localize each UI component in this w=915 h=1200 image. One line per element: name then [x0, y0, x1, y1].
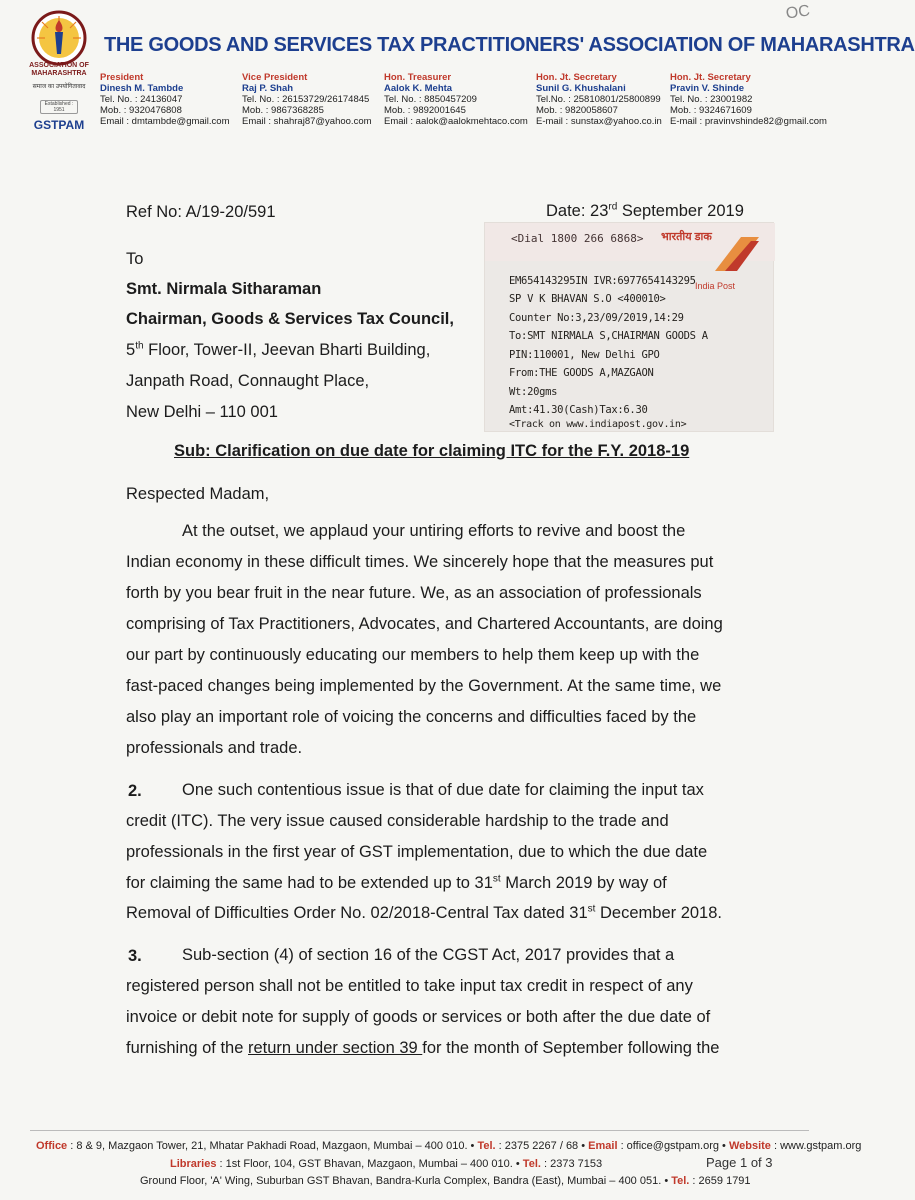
- library-address: : 1st Floor, 104, GST Bhavan, Mazgaon, Mumbai – 400 010. •: [216, 1158, 523, 1170]
- bearer-mobile: Mob. : 9324671609: [670, 105, 752, 116]
- address-line-3: New Delhi – 110 001: [126, 403, 278, 421]
- office-address: : 8 & 9, Mazgaon Tower, 21, Mhatar Pakhadi Road, Mazgaon, Mumbai – 400 010. •: [67, 1140, 478, 1152]
- stamp-line: EM654143295IN IVR:6977654143295: [509, 275, 696, 287]
- para1-line: Indian economy in these difficult times. We sincerely hope that the measures put: [126, 553, 714, 571]
- bearer-name: Raj P. Shah: [242, 83, 294, 94]
- tel-label: Tel.: [522, 1158, 541, 1170]
- bearer-tel: Tel. No. : 8850457209: [384, 94, 477, 105]
- para3-line: Sub-section (4) of section 16 of the CGST Act, 2017 provides that a: [182, 946, 675, 964]
- para2-text: for claiming the same had to be extended up to 31: [126, 874, 493, 892]
- address-line-1: [126, 341, 430, 360]
- para2-text: March 2019 by way of: [500, 874, 667, 892]
- office-bearer: [536, 72, 662, 127]
- stamp-line: Wt:20gms: [509, 386, 558, 398]
- office-bearer: [100, 72, 230, 127]
- para1-line: our part by continuously educating our members to help them keep up with the: [126, 646, 700, 664]
- ordinal: st: [492, 873, 501, 885]
- bearer-tel: Tel. No. : 26153729/26174845: [242, 94, 370, 105]
- ordinal: st: [587, 903, 596, 915]
- stamp-line: SP V K BHAVAN S.O <400010>: [509, 293, 666, 305]
- bearer-mobile: Mob. : 9820058607: [536, 105, 618, 116]
- to-line: To: [126, 250, 144, 268]
- address-line-2: Janpath Road, Connaught Place,: [126, 372, 370, 390]
- para2-line: [126, 904, 722, 923]
- para1-line: At the outset, we applaud your untiring efforts to revive and boost the: [182, 522, 686, 540]
- bearer-name: Aalok K. Mehta: [384, 83, 453, 94]
- para3-line: [126, 1039, 719, 1058]
- bearer-name: Pravin V. Shinde: [670, 83, 745, 94]
- libraries-label: Libraries: [170, 1158, 217, 1170]
- ground-floor-tel: : 2659 1791: [689, 1175, 751, 1187]
- tel-label: Tel.: [477, 1140, 496, 1152]
- date-prefix: Date: 23: [546, 202, 609, 220]
- bearer-name: Sunil G. Khushalani: [536, 83, 626, 94]
- footer-ground-floor: [140, 1175, 751, 1187]
- bearer-tel: Tel.No. : 25810801/25800899: [536, 94, 661, 105]
- stamp-line: Amt:41.30(Cash)Tax:6.30: [509, 404, 648, 416]
- addressee-name: Smt. Nirmala Sitharaman: [126, 280, 322, 298]
- section-reference: return under section 39: [248, 1039, 423, 1057]
- para2-line: [126, 874, 667, 893]
- page-number: Page 1 of 3: [706, 1155, 773, 1170]
- footer-divider: [30, 1130, 809, 1131]
- stamp-line: Counter No:3,23/09/2019,14:29: [509, 312, 684, 324]
- office-tel: : 2375 2267 / 68 •: [495, 1140, 589, 1152]
- bearer-role: Hon. Treasurer: [384, 72, 452, 83]
- para2-line: One such contentious issue is that of due date for claiming the input tax: [182, 781, 704, 799]
- office-email: : office@gstpam.org •: [617, 1140, 729, 1152]
- stamp-line: From:THE GOODS A,MAZGAON: [509, 367, 654, 379]
- para2-text: Removal of Difficulties Order No. 02/2018-Central Tax dated 31: [126, 904, 588, 922]
- bearer-tel: Tel. No. : 23001982: [670, 94, 753, 105]
- stamp-line: <Track on www.indiapost.gov.in>: [509, 419, 687, 430]
- website-label: Website: [728, 1140, 771, 1152]
- subject-line: Sub: Clarification on due date for claiming ITC for the F.Y. 2018-19: [174, 442, 690, 460]
- bearer-tel: Tel. No. : 24136047: [100, 94, 183, 105]
- logo-motto: समाज का उपयोगितावाद: [32, 84, 86, 90]
- para1-line: forth by you bear fruit in the near future. We, as an association of professionals: [126, 584, 702, 602]
- addressee-title: Chairman, Goods & Services Tax Council,: [126, 310, 454, 328]
- office-bearer: [384, 72, 528, 127]
- bearer-role: Hon. Jt. Secretary: [670, 72, 751, 83]
- reference-number: Ref No: A/19-20/591: [126, 203, 276, 221]
- bearer-mobile: Mob. : 9892001645: [384, 105, 466, 116]
- office-bearer: [242, 72, 372, 127]
- logo-caption: ASSOCIATION OF MAHARASHTRA: [29, 62, 89, 77]
- para1-line: professionals and trade.: [126, 739, 303, 757]
- letter-date: [546, 202, 744, 221]
- ground-floor-address: Ground Floor, 'A' Wing, Suburban GST Bhavan, Bandra-Kurla Complex, Bandra (East), Mumbai – 400 051. •: [140, 1175, 672, 1187]
- salutation: Respected Madam,: [126, 485, 270, 503]
- bearer-email: E-mail : sunstax@yahoo.co.in: [536, 116, 662, 127]
- floor-ordinal: th: [135, 340, 144, 352]
- date-suffix: September 2019: [617, 202, 744, 220]
- bearer-role: Hon. Jt. Secretary: [536, 72, 617, 83]
- tel-label: Tel.: [671, 1175, 690, 1187]
- office-label: Office: [36, 1140, 68, 1152]
- stamp-hindi-title: भारतीय डाक: [661, 231, 712, 243]
- para3-line: registered person shall not be entitled to take input tax credit in respect of any: [126, 977, 693, 995]
- bearer-mobile: Mob. : 9320476808: [100, 105, 182, 116]
- office-website: : www.gstpam.org: [770, 1140, 862, 1152]
- para2-line: professionals in the first year of GST implementation, due to which the due date: [126, 843, 708, 861]
- logo-established: Established : 1951: [40, 100, 78, 114]
- office-bearers: [100, 72, 838, 138]
- stamp-brand: India Post: [695, 281, 736, 291]
- organization-name: THE GOODS AND SERVICES TAX PRACTITIONERS' ASSOCIATION OF MAHARASHTRA: [104, 34, 915, 56]
- logo-abbreviation: GSTPAM: [33, 118, 85, 132]
- india-post-receipt-stamp: [484, 222, 774, 432]
- para1-line: also play an important role of voicing the concerns and difficulties faced by the: [126, 708, 697, 726]
- bearer-role: Vice President: [242, 72, 308, 83]
- bearer-mobile: Mob. : 9867368285: [242, 105, 324, 116]
- stamp-line: To:SMT NIRMALA S,CHAIRMAN GOODS A: [509, 330, 708, 342]
- bearer-email: Email : aalok@aalokmehtaco.com: [384, 116, 528, 127]
- bearer-email: Email : dmtambde@gmail.com: [100, 116, 230, 127]
- association-logo: [20, 10, 98, 142]
- para2-number: 2.: [128, 782, 142, 800]
- bearer-email: Email : shahraj87@yahoo.com: [242, 116, 372, 127]
- para3-line: invoice or debit note for supply of goods or services or both after the due date of: [126, 1008, 711, 1026]
- library-tel: : 2373 7153: [540, 1158, 603, 1170]
- bearer-name: Dinesh M. Tambde: [100, 83, 184, 94]
- para1-line: comprising of Tax Practitioners, Advocates, and Chartered Accountants, are doing: [126, 615, 723, 633]
- handwritten-corner-mark: OC: [784, 2, 811, 23]
- para2-text: December 2018.: [595, 904, 722, 922]
- footer-libraries: [170, 1158, 602, 1170]
- email-label: Email: [588, 1140, 618, 1152]
- para1-line: fast-paced changes being implemented by the Government. At the same time, we: [126, 677, 722, 695]
- stamp-line: PIN:110001, New Delhi GPO: [509, 349, 660, 361]
- date-ordinal: rd: [608, 201, 618, 213]
- address-rest: Floor, Tower-II, Jeevan Bharti Building,: [143, 341, 431, 359]
- stamp-helpline: <Dial 1800 266 6868>: [511, 232, 644, 245]
- office-bearer: [670, 72, 827, 127]
- para3-text: for the month of September following the: [422, 1039, 720, 1057]
- bearer-role: President: [100, 72, 144, 83]
- para2-line: credit (ITC). The very issue caused considerable hardship to the trade and: [126, 812, 669, 830]
- india-post-logo-icon: [711, 231, 763, 275]
- para3-number: 3.: [128, 947, 142, 965]
- para3-text: furnishing of the: [126, 1039, 248, 1057]
- torch-emblem-icon: [20, 10, 98, 66]
- footer-office: [36, 1140, 861, 1152]
- floor-number: 5: [126, 341, 136, 359]
- bearer-email: E-mail : pravinvshinde82@gmail.com: [670, 116, 827, 127]
